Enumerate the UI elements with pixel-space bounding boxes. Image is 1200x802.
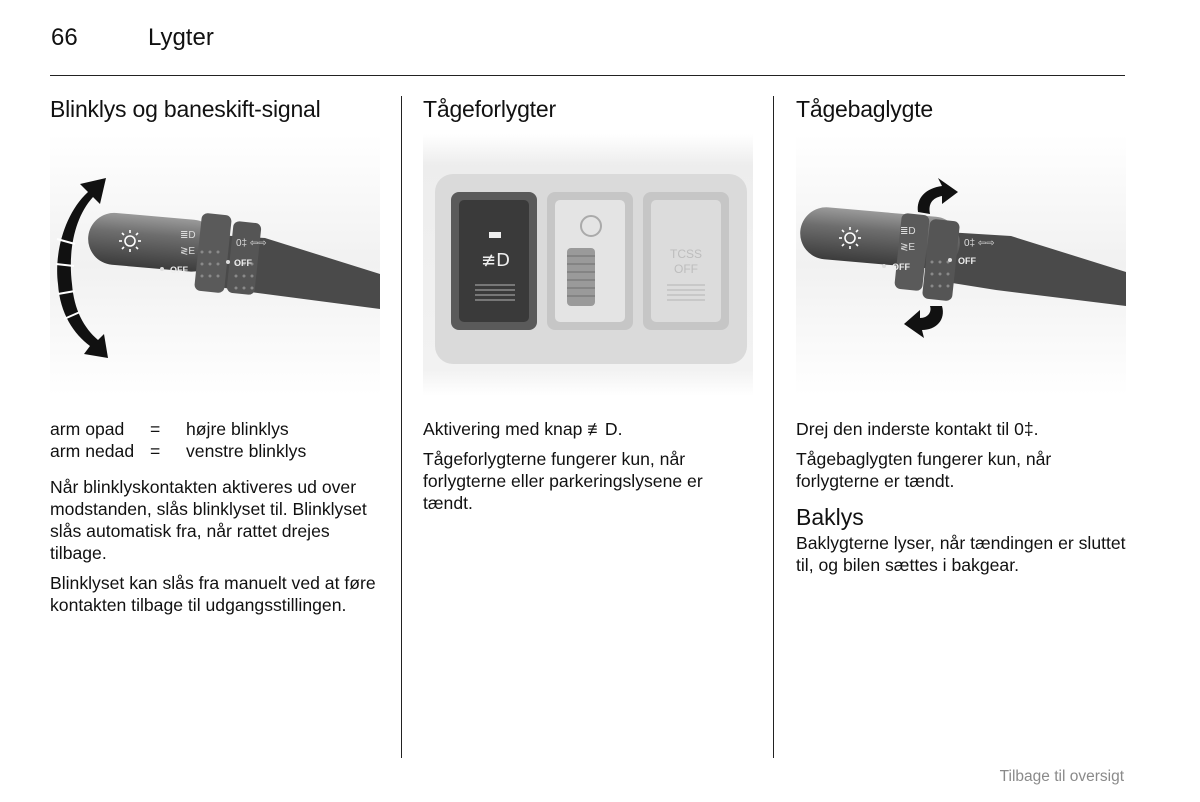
fog-light-icon: ≢D <box>481 250 510 271</box>
arm-value: venstre blinklys <box>186 441 307 461</box>
svg-text:0‡ ⇦⇨: 0‡ ⇦⇨ <box>964 238 995 249</box>
tcss-off-button <box>643 192 729 330</box>
fog-light-text <box>423 418 753 522</box>
section-heading: Blinklys og baneskift-signal <box>50 96 321 122</box>
off-label-2: OFF <box>234 258 252 268</box>
tcss-label: TCSS <box>669 247 703 261</box>
column-divider-1 <box>401 96 402 758</box>
svg-text:≣D: ≣D <box>180 230 196 241</box>
column-divider-2 <box>773 96 774 758</box>
off-label: OFF <box>892 262 910 272</box>
paragraph: Drej den inderste kontakt til 0‡. <box>796 419 1039 439</box>
rear-fog-symbol-icon: 0‡. <box>1014 419 1039 439</box>
fog-light-switch-figure <box>423 134 753 396</box>
section-heading: Tågeforlygter <box>423 96 556 122</box>
tcss-off-label: OFF <box>674 262 698 276</box>
arm-row-down <box>50 440 380 462</box>
chapter-title: Lygter <box>148 24 214 51</box>
arm-eq: = <box>150 441 161 461</box>
fog-light-button <box>451 192 537 330</box>
arm-row-up <box>50 418 380 440</box>
paragraph: Når blinklyskontakten aktiveres ud over modstanden, slås blinklyset til. Blinklyset slås automatisk fra, når rattet drejes tilbage. <box>50 477 367 563</box>
off-label-2: OFF <box>958 256 976 266</box>
svg-text:0‡ ⇦⇨: 0‡ ⇦⇨ <box>236 238 267 249</box>
headlight-leveling-control <box>547 192 633 330</box>
off-label: OFF <box>170 265 188 275</box>
svg-text:≣D: ≣D <box>900 226 916 237</box>
arm-key: arm nedad <box>50 441 135 461</box>
lever-ring <box>194 213 262 296</box>
arm-eq: = <box>150 419 161 439</box>
turn-signal-text <box>50 418 380 624</box>
fog-light-symbol-icon: ≢D. <box>587 419 623 439</box>
turn-signal-lever-figure <box>50 134 380 396</box>
svg-text:≷E: ≷E <box>900 242 916 253</box>
paragraph: Tågeforlygterne fungerer kun, når forlygterne eller parkeringslysene er tændt. <box>423 449 703 513</box>
section-heading: Tågebaglygte <box>796 96 933 122</box>
paragraph: Aktivering med knap ≢D. <box>423 419 623 439</box>
paragraph: Baklygterne lyser, når tændingen er sluttet til, og bilen sættes i bakgear. <box>796 533 1126 575</box>
header-rule <box>50 75 1125 76</box>
svg-text:≷E: ≷E <box>180 246 196 257</box>
back-to-overview-link[interactable]: Tilbage til oversigt <box>999 768 1124 785</box>
rear-fog-text <box>796 418 1126 584</box>
arm-key: arm opad <box>50 419 125 439</box>
arm-value: højre blinklys <box>186 419 289 439</box>
rear-fog-lever-figure <box>796 134 1126 396</box>
subsection-heading: Baklys <box>796 504 864 530</box>
column-fog-lights <box>423 96 753 513</box>
paragraph: Tågebaglygten fungerer kun, når forlygterne er tændt. <box>796 449 1052 491</box>
column-rear-fog-light <box>796 96 1126 575</box>
page-number: 66 <box>51 24 78 51</box>
leveling-wheel <box>567 248 595 306</box>
column-turn-signal <box>50 96 380 615</box>
paragraph: Blinklyset kan slås fra manuelt ved at føre kontakten tilbage til udgangsstillingen. <box>50 573 376 615</box>
